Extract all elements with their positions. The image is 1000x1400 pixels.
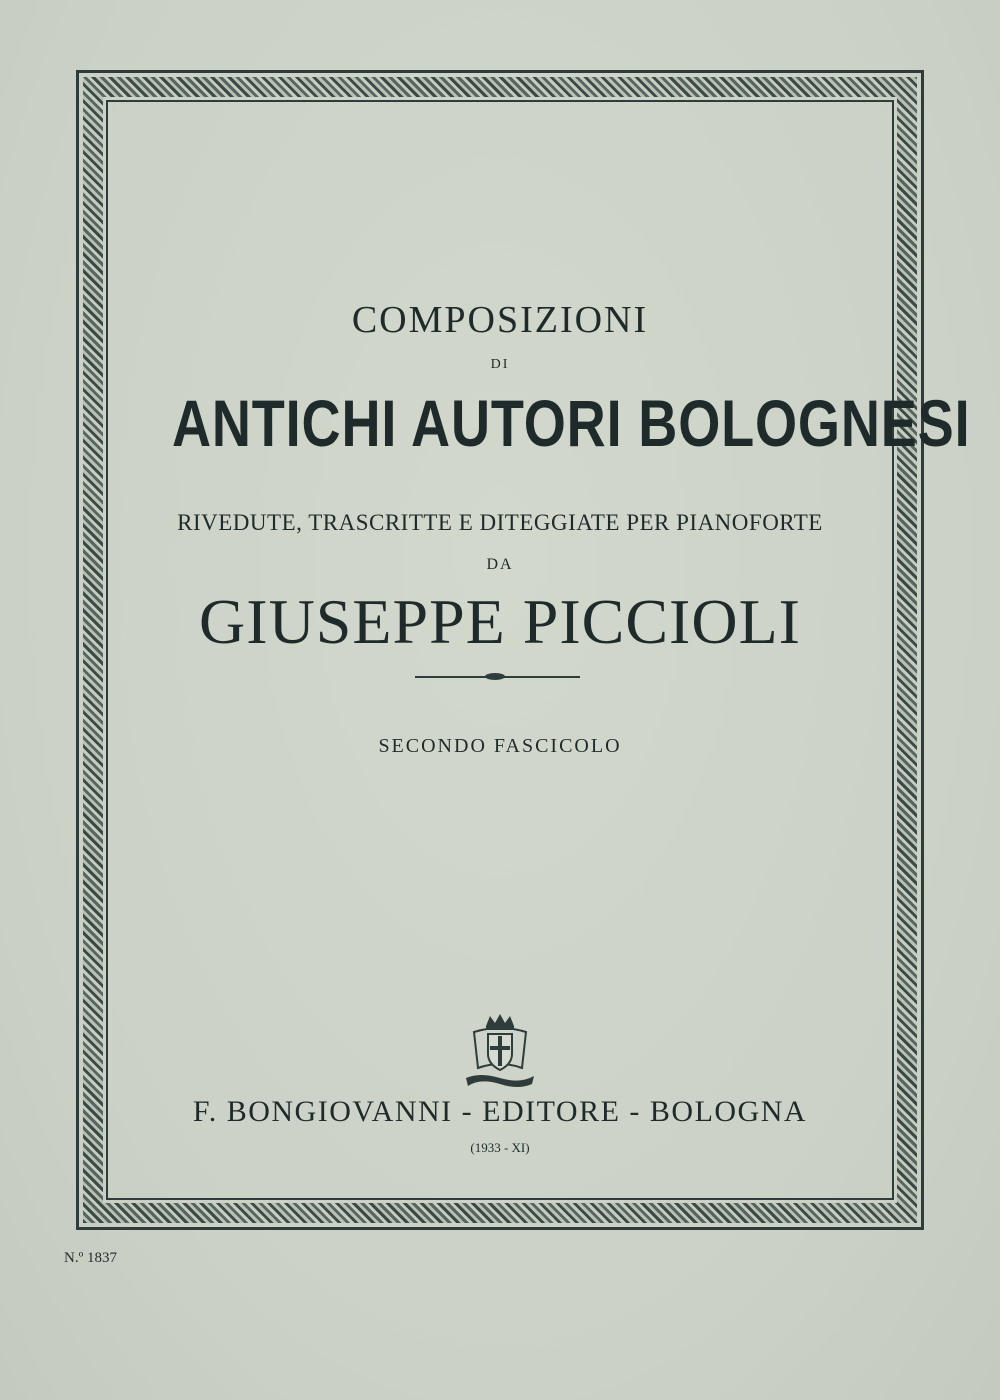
title-block <box>100 100 971 1200</box>
volume-label: SECONDO FASCICOLO <box>378 735 622 757</box>
main-title: ANTICHI AUTORI BOLOGNESI <box>172 386 971 460</box>
crest-emblem-icon <box>460 1012 540 1090</box>
title-line-da: DA <box>486 556 514 573</box>
author-name: GIUSEPPE PICCIOLI <box>199 586 801 657</box>
publisher: F. BONGIOVANNI - EDITORE - BOLOGNA <box>192 1095 808 1128</box>
title-line-composizioni: COMPOSIZIONI <box>351 299 649 341</box>
title-line-di: DI <box>490 357 510 372</box>
subtitle: RIVEDUTE, TRASCRITTE E DITEGGIATE PER PIANOFORTE <box>177 510 823 535</box>
publication-year: (1933 - XI) <box>470 1140 530 1155</box>
decorative-rule-ornament <box>485 673 505 680</box>
catalog-number: N.º 1837 <box>64 1250 117 1266</box>
